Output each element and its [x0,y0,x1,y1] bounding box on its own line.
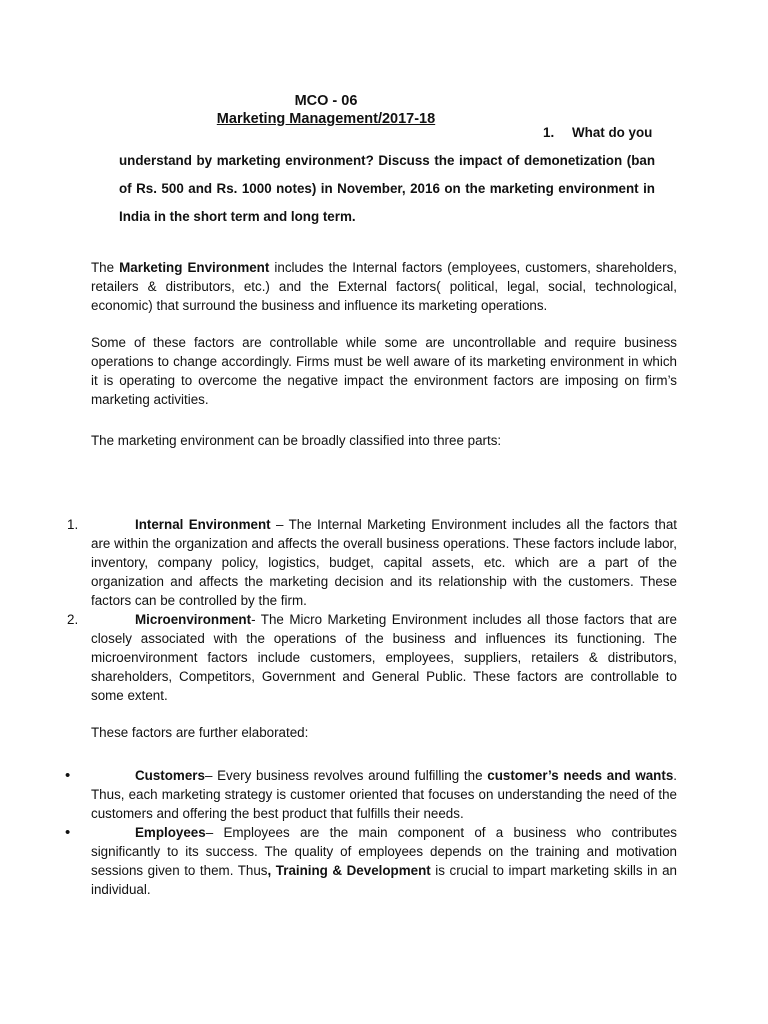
list-number: 1. [67,517,79,532]
course-code: MCO - 06 [294,93,358,109]
list-number: 2. [67,612,79,627]
item-title: Internal Environment [135,517,271,532]
further-elaborated-paragraph: These factors are further elaborated: [91,725,309,740]
intro-paragraph-2: Some of these factors are controllable while some are uncontrollable and require business operations to change accordingly. Firms must be well aware of its marketing environment in which it is operating to overcome the negative impact the environment factors are imposing on firm’s marketing activities. [91,335,677,407]
p1-bold-term: Marketing Environment [119,260,270,275]
question-text: understand by marketing environment? Discuss the impact of demonetization (ban of Rs. 500 and Rs. 1000 notes) in November, 2016 on the marketing environment in India in the short term and long term. [119,153,655,224]
intro-paragraph-3: The marketing environment can be broadly classified into three parts: [91,433,502,448]
numbered-item-internal-environment [67,515,677,610]
course-subject-title: Marketing Management/2017-18 [216,111,436,127]
item-text-b: . Thus, each marketing strategy is customer oriented that focuses on understanding the need of the customers and offering the best product that fulfills their needs. [91,768,677,821]
p1-lead: The [91,260,120,275]
bullet-marker: • [65,824,71,841]
item-text-a: – Employees are the main component of a business who contributes significantly to its success. The quality of employees depends on the training and motivation sessions given to them. Thus [91,825,677,878]
item-title: Employees [135,825,206,840]
p1-rest: includes the Internal factors (employees, customers, shareholders, retailers & distributors, etc.) and the External factors( political, legal, social, technological, economic) that surround the business and influence its marketing operations. [91,260,677,313]
item-bold-phrase: customer’s needs and wants [487,768,674,783]
item-text: - The Micro Marketing Environment includes all those factors that are closely associated with the operations of the business and influences its functioning. The microenvironment factors include customers, employees, suppliers, retailers & distributors, shareholders, Competitors, Government and General Public. These factors are controllable to some extent. [91,612,677,703]
question-text-first-line: What do you [572,125,653,140]
item-bold-phrase: , Training & Development [267,863,431,878]
item-title: Microenvironment [135,612,252,627]
intro-paragraph-1 [91,258,677,315]
question-number: 1. [543,125,555,140]
item-text-a: – Every business revolves around fulfilling the [204,768,488,783]
item-text-b: is crucial to impart marketing skills in an individual. [91,863,678,897]
bullet-item-employees [65,823,678,899]
bullet-item-customers [65,766,677,823]
numbered-item-microenvironment [67,610,677,705]
item-title: Customers [135,768,205,783]
bullet-marker: • [65,767,71,784]
item-text: – The Internal Marketing Environment includes all the factors that are within the organization and affects the overall business operations. These factors include labor, inventory, company policy, logistics, budget, capital assets, etc. which are a part of the organization and affects the marketing decision and its relationship with the customers. These factors can be controlled by the firm. [91,517,677,608]
